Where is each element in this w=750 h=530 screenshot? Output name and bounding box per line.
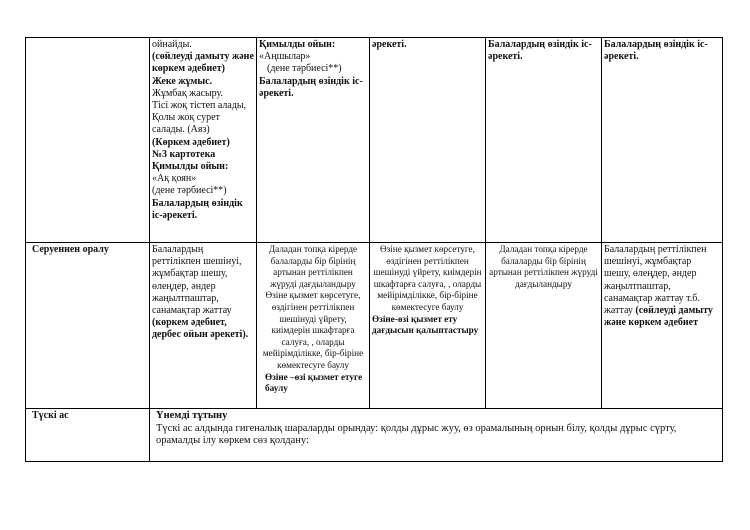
row1-col5-line: Балалардың өзіндік іс-әрекеті. — [604, 39, 708, 63]
row1-col1-line: (дене тәрбиесі**) — [152, 185, 227, 197]
row3-content-cell — [150, 409, 723, 462]
row1-col1-line: «Ақ қоян» — [152, 173, 197, 185]
row2-col1-cell — [150, 243, 257, 409]
row-lunch — [26, 409, 723, 462]
row2-label: Серуеннен оралу — [32, 244, 109, 255]
row1-col1-line: ойнайды. — [152, 39, 192, 50]
row2-label-cell — [26, 243, 150, 409]
row1-col2-line: (дене тәрбиесі**) — [267, 63, 342, 75]
row3-text: Түскі ас алдында гигеналық шараларды орындау: қолды дұрыс жуу, өз орамалының орнын білу, қолды дұрыс сүрту, орамалды ілу көркем сөз қолдану: — [156, 422, 677, 447]
row1-col1-cell — [150, 38, 257, 243]
row2-col4-cell — [486, 243, 602, 409]
row1-col1-line: Қимылды ойын: — [152, 161, 229, 173]
row1-label-cell — [26, 38, 150, 243]
row-walk-continuation — [26, 38, 723, 243]
row3-label: Түскі ас — [32, 410, 69, 421]
row3-label-cell — [26, 409, 150, 462]
row3-heading: Үнемді тұтыну — [156, 410, 228, 421]
row2-col5-cell — [602, 243, 723, 409]
row2-col2-cell — [257, 243, 370, 409]
row1-col3-cell — [370, 38, 486, 243]
row1-col1-line: Жұмбақ жасыру. — [152, 87, 224, 99]
row2-col5-bold: (сөйлеуді дамыту және көркем әдебиет — [604, 305, 713, 329]
row1-col2-line: Қимылды ойын: — [259, 39, 336, 50]
row1-col1-line: №3 картотека — [152, 148, 216, 160]
row1-col4-line: Балалардың өзіндік іс-әрекеті. — [488, 39, 592, 63]
row1-col1-line: (Көркем әдебиет) — [152, 136, 230, 148]
row2-col5-text: Балалардың реттілікпен шешінуі, жұмбақтар шешу, өлеңдер, әндер жаңылтпаштар, санамақтар жаттау т.б. жаттау — [604, 244, 707, 317]
row1-col3-line: әрекеті. — [372, 39, 407, 50]
row1-col1-line: (сөйлеуді дамыту және көркем әдебиет) — [152, 51, 254, 75]
row2-col2-bold: Өзіне –өзі қызмет етуге баулу — [265, 371, 363, 394]
row2-col3-text: Өзіне қызмет көрсетуге, өздігінен реттілікпен шешінуді үйрету, киімдерін шкафтарға салуға, , оларды мейірімділікке, бір-біріне көмектесуге баулу — [373, 244, 482, 312]
row1-col1-line: Жеке жұмыс. — [152, 75, 213, 87]
row2-col3-bold: Өзіне-өзі қызмет ету дағдысын қалыптастыру — [372, 313, 479, 336]
row-return-from-walk — [26, 243, 723, 409]
row1-col1-line: Тісі жоқ тістеп алады, — [152, 100, 247, 112]
row2-col1-text: Балалардың реттілікпен шешінуі, жұмбақтар шешу, өлеңдер, әндер жаңылтпаштар, санамақтар жаттау — [152, 244, 242, 317]
row2-col2-text: Даладан топқа кірерде балаларды бір бірінің артынан реттілікпен жүруді дағдыландыру Өзіне қызмет көрсетуге, өздігінен реттілікпен шешінуді үйрету, киімдерін шкафтарға салуға, , оларды мейірімділікке, бір-біріне көмектесуге баулу — [262, 244, 364, 370]
row1-col1-line: Қолы жоқ сурет салады. (Аяз) — [152, 112, 220, 136]
row2-col1-bold: (көркем әдебиет, дербес ойын әрекеті). — [152, 317, 249, 341]
row1-col2-line: Балалардың өзіндік іс-әрекеті. — [259, 75, 363, 99]
row1-col1-line: Балалардың өзіндік іс-әрекеті. — [152, 197, 243, 221]
row2-col3-cell — [370, 243, 486, 409]
row1-col4-cell — [486, 38, 602, 243]
row1-col5-cell — [602, 38, 723, 243]
row1-col2-line: «Аңшылар» — [259, 51, 311, 63]
schedule-table — [25, 37, 723, 462]
row1-col2-cell — [257, 38, 370, 243]
row2-col4-text: Даладан топқа кірерде балаларды бір бірінің артынан реттілікпен жүруді дағдыландыру — [489, 244, 598, 289]
